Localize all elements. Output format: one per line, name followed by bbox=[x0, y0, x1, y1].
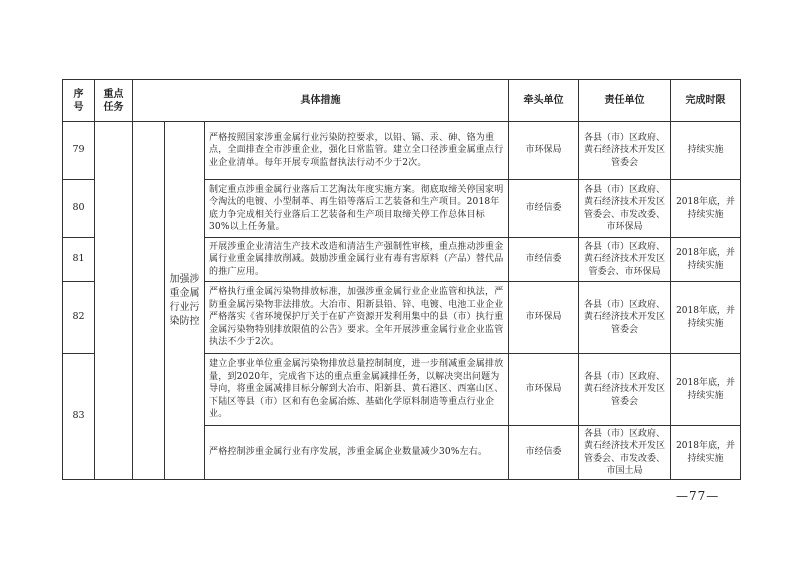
responsible-unit: 各县（市）区政府、黄石经济技术开发区管委会 bbox=[579, 354, 671, 426]
measures-table-frame bbox=[62, 79, 740, 479]
deadline: 持续实施 bbox=[671, 122, 741, 180]
lead-unit: 市环保局 bbox=[509, 354, 579, 426]
responsible-unit: 各县（市）区政府、黄石经济技术开发区管委会、市发改委、市环保局 bbox=[579, 180, 671, 238]
responsible-unit: 各县（市）区政府、黄石经济技术开发区管委会 bbox=[579, 122, 671, 180]
row-number: 82 bbox=[63, 282, 95, 354]
key-task-cell bbox=[95, 122, 133, 480]
row-number: 81 bbox=[63, 238, 95, 282]
measure-text: 严格控制涉重金属行业有序发展，涉重金属企业数量减少30%左右。 bbox=[205, 426, 509, 480]
responsible-unit: 各县（市）区政府、黄石经济技术开发区管委会、市发改委、市国土局 bbox=[579, 426, 671, 480]
lead-unit: 市经信委 bbox=[509, 238, 579, 282]
header-responsible: 责任单位 bbox=[579, 80, 671, 122]
responsible-unit: 各县（市）区政府、黄石经济技术开发区管委会 bbox=[579, 282, 671, 354]
page-number: —77— bbox=[676, 489, 720, 503]
measure-text: 严格执行重金属污染物排放标准，加强涉重金属行业企业监管和执法，严防重金属污染物非法排放。大冶市、阳新县铅、锌、电镀、电池工业企业严格落实《省环境保护厅关于在矿产资源开发利用集中的县（市）执行重金属污染物特别排放限值的公告》要求。全年开展涉重金属行业企业监管执法不少于2次。 bbox=[205, 282, 509, 354]
row-number: 80 bbox=[63, 180, 95, 238]
deadline: 2018年底，并持续实施 bbox=[671, 354, 741, 426]
responsible-unit: 各县（市）区政府、黄石经济技术开发区管委会、市环保局 bbox=[579, 238, 671, 282]
table-row-79 bbox=[63, 122, 741, 180]
deadline: 2018年底，并持续实施 bbox=[671, 238, 741, 282]
lead-unit: 市经信委 bbox=[509, 426, 579, 480]
measure-text: 制定重点涉重金属行业落后工艺淘汰年度实施方案。彻底取缔关停国家明令淘汰的电镀、小型制革、再生铅等落后工艺装备和生产项目。2018年底力争完成相关行业落后工艺装备和生产项目取缔关停工作总体目标30%以上任务量。 bbox=[205, 180, 509, 238]
measure-text: 建立企事业单位重金属污染物排放总量控制制度，进一步削减重金属排放量，到2020年，完成省下达的重点重金属减排任务，以解决突出问题为导向，将重金属减排目标分解到大冶市、阳新县、黄石港区、西塞山区、下陆区等县（市）区和有色金属冶炼、基础化学原料制造等重点行业企业。 bbox=[205, 354, 509, 426]
blank-cell bbox=[133, 122, 165, 480]
header-lead: 牵头单位 bbox=[509, 80, 579, 122]
measure-text: 开展涉重企业清洁生产技术改造和清洁生产强制性审核，重点推动涉重金属行业重金属排放削减。鼓励涉重金属行业有毒有害原料（产品）替代品的推广应用。 bbox=[205, 238, 509, 282]
task-label: 加强涉重金属行业污染防控 bbox=[165, 122, 205, 480]
header-row bbox=[63, 80, 741, 122]
deadline: 2018年底，并持续实施 bbox=[671, 180, 741, 238]
header-deadline: 完成时限 bbox=[671, 80, 741, 122]
deadline: 2018年底，并持续实施 bbox=[671, 426, 741, 480]
row-number: 79 bbox=[63, 122, 95, 180]
measures-table bbox=[62, 79, 741, 480]
lead-unit: 市经信委 bbox=[509, 180, 579, 238]
lead-unit: 市环保局 bbox=[509, 282, 579, 354]
measure-text: 严格按照国家涉重金属行业污染防控要求，以铅、镉、汞、砷、铬为重点，全面排查全市涉重企业，强化日常监管。建立全口径涉重金属重点行业企业清单。每年开展专项监督执法行动不少于2次。 bbox=[205, 122, 509, 180]
header-key-task: 重点任务 bbox=[95, 80, 133, 122]
row-number: 83 bbox=[63, 354, 95, 480]
deadline: 2018年底，并持续实施 bbox=[671, 282, 741, 354]
header-seq: 序号 bbox=[63, 80, 95, 122]
lead-unit: 市环保局 bbox=[509, 122, 579, 180]
header-measures: 具体措施 bbox=[133, 80, 509, 122]
